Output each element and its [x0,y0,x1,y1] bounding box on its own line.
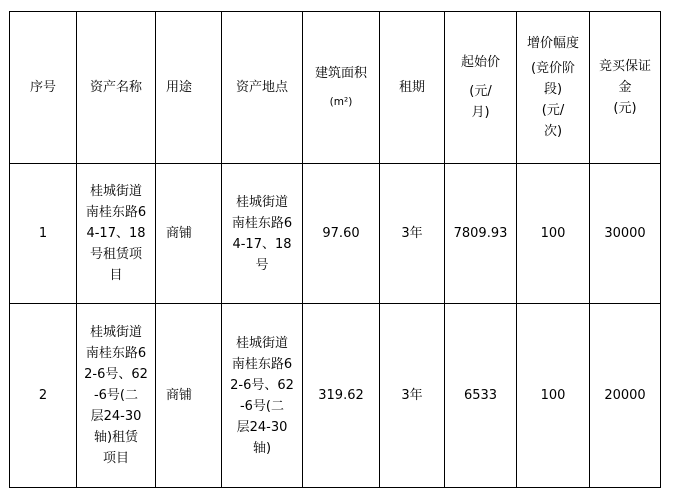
table-row [10,304,661,488]
cell-index: 2 [10,304,77,488]
cell-area: 97.60 [303,164,380,304]
header-increment-unit: (竞价阶 段) (元/ 次) [530,61,576,139]
cell-deposit: 30000 [590,164,661,304]
header-area [303,12,380,164]
asset-name-text: 桂城街道 南桂东路6 4-17、18 号租赁项 目 [85,184,147,283]
header-area-unit: (m²) [329,95,353,108]
header-deposit-unit: (元) [613,101,637,116]
cell-index: 1 [10,164,77,304]
location-text: 桂城街道 南桂东路6 2-6号、62 -6号(二 层24-30 轴) [230,335,294,456]
header-row [10,12,661,164]
cell-term: 3年 [380,304,445,488]
asset-lease-table [9,11,661,488]
cell-start-price: 6533 [445,304,517,488]
cell-asset-name [77,164,156,304]
cell-usage: 商铺 [156,164,222,304]
header-deposit-label: 竞买保证 金 [598,59,651,95]
header-increment [517,12,590,164]
cell-location [222,164,303,304]
location-text: 桂城街道 南桂东路6 4-17、18 号 [231,194,293,273]
cell-usage: 商铺 [156,304,222,488]
cell-deposit: 20000 [590,304,661,488]
cell-area: 319.62 [303,304,380,488]
cell-increment: 100 [517,164,590,304]
header-deposit [590,12,661,164]
header-increment-label: 增价幅度 [526,36,579,51]
header-location: 资产地点 [222,12,303,164]
header-index: 序号 [10,12,77,164]
header-start-price-unit: (元/ 月) [469,84,492,120]
table-row [10,164,661,304]
cell-increment: 100 [517,304,590,488]
header-start-price-label: 起始价 [460,55,500,70]
header-start-price [445,12,517,164]
header-term: 租期 [380,12,445,164]
header-usage: 用途 [156,12,222,164]
cell-start-price: 7809.93 [445,164,517,304]
cell-term: 3年 [380,164,445,304]
cell-location [222,304,303,488]
header-asset-name: 资产名称 [77,12,156,164]
header-area-label: 建筑面积 [314,65,367,81]
cell-asset-name [77,304,156,488]
asset-name-text: 桂城街道 南桂东路6 2-6号、62 -6号(二 层24-30 轴)租赁 项目 [84,325,148,466]
